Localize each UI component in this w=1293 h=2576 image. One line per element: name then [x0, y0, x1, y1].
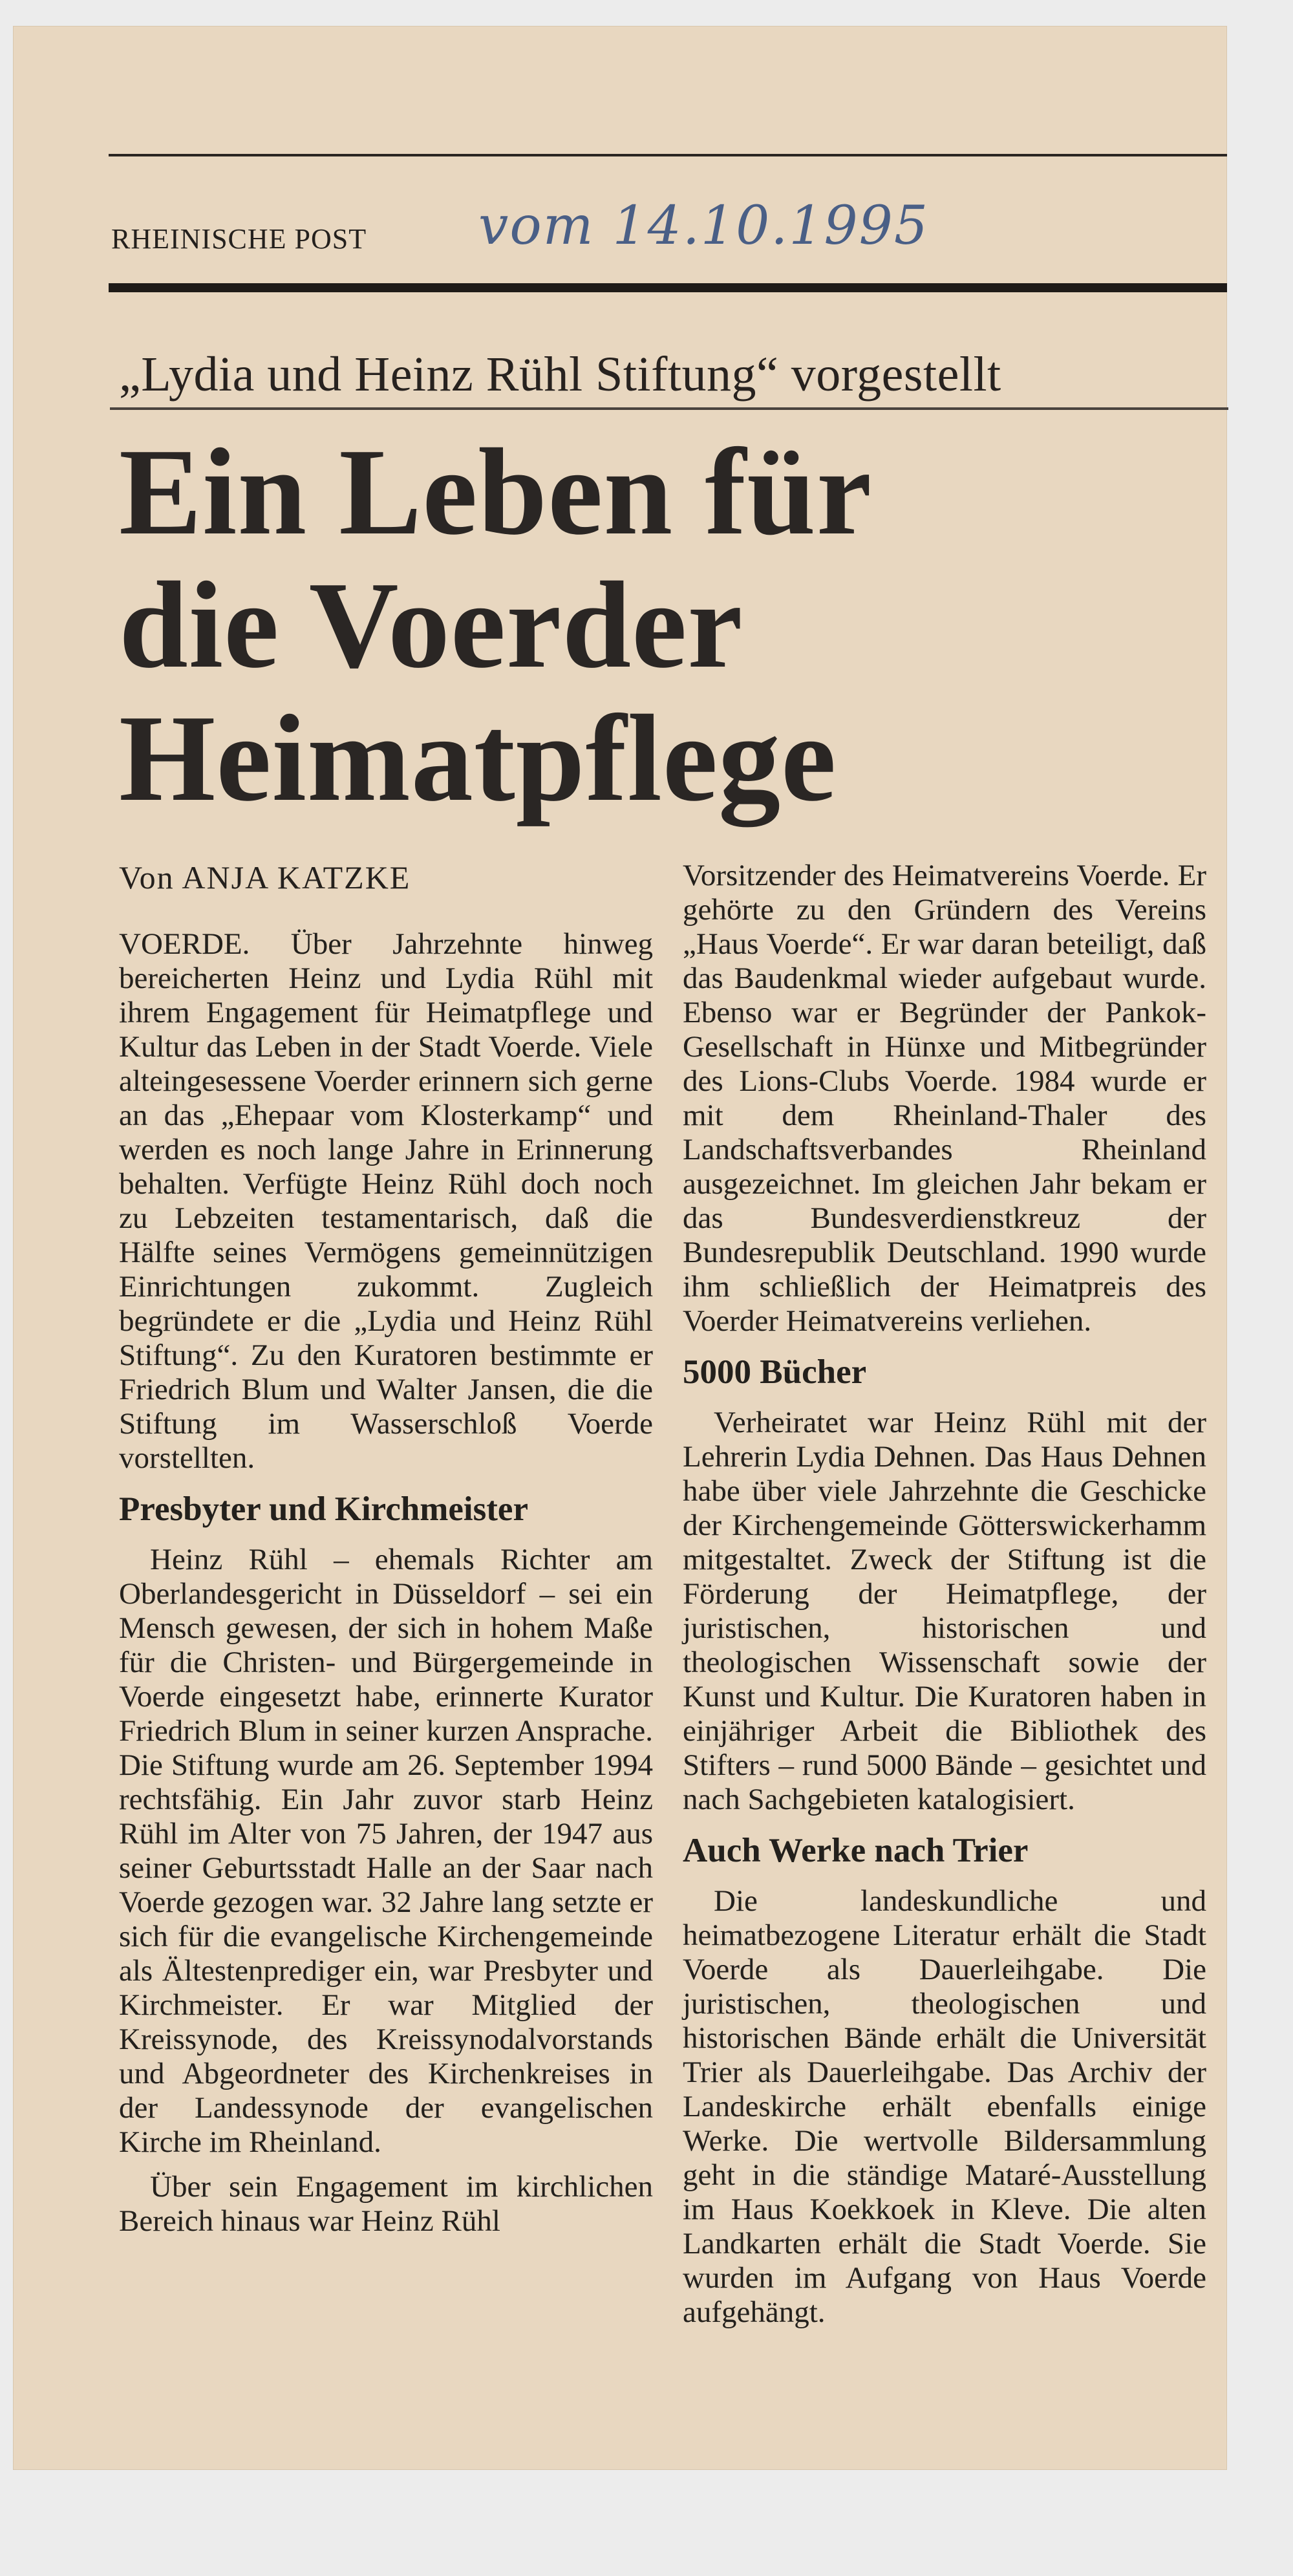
paragraph: Verheiratet war Heinz Rühl mit der Lehrerin Lydia Dehnen. Das Haus Dehnen habe über viele Jahrzehnte die Geschicke der Kirchengemeinde Götterswickerhamm mitgestaltet. Zweck der Stiftung ist die Förderung der Heimatpflege, der juristischen, historischen und theologischen Wissenschaft sowie der Kunst und Kultur. Die Kuratoren haben in einjähriger Arbeit die Bibliothek des Stifters – rund 5000 Bände – gesichtet und nach Sachgebieten katalogisiert. — [683, 1406, 1206, 1816]
paragraph: Heinz Rühl – ehemals Richter am Oberlandesgericht in Düsseldorf – sei ein Mensch gewesen, der sich in hohem Maße für die Christen- und Bürgergemeinde in Voerde eingesetzt habe, erinnerte Kurator Friedrich Blum in seiner kurzen Ansprache. Die Stiftung wurde am 26. September 1994 rechtsfähig. Ein Jahr zuvor starb Heinz Rühl im Alter von 75 Jahren, der 1947 aus seiner Geburtsstadt Halle an der Saar nach Voerde gezogen war. 32 Jahre lang setzte er sich für die evangelische Kirchengemeinde als Ältestenprediger ein, war Presbyter und Kirchmeister. Er war Mitglied der Kreissynode, des Kreissynodalvorstands und Abgeordneter des Kirchenkreises in der Landessynode der evangelischen Kirche im Rheinland. — [119, 1543, 653, 2159]
section-heading: Auch Werke nach Trier — [683, 1832, 1029, 1869]
right-column — [683, 859, 1206, 2340]
heavy-rule — [109, 283, 1227, 292]
headline-line-2: die Voerder — [119, 556, 743, 694]
headline — [119, 425, 1205, 825]
byline: Von ANJA KATZKE — [119, 859, 411, 896]
kicker-rule — [110, 407, 1228, 410]
left-column — [119, 927, 653, 2249]
handwritten-date: vom 14.10.1995 — [478, 195, 930, 257]
section-heading: Presbyter und Kirchmeister — [119, 1490, 528, 1528]
kicker: „Lydia und Heinz Rühl Stiftung“ vorgestellt — [119, 347, 1001, 402]
paragraph: VOERDE. Über Jahrzehnte hinweg bereicherten Heinz und Lydia Rühl mit ihrem Engagement für Heimatpflege und Kultur das Leben in der Stadt Voerde. Viele alteingesessene Voerder erinnern sich gerne an das „Ehepaar vom Klosterkamp“ und werden es noch lange Jahre in Erinnerung behalten. Verfügte Heinz Rühl doch noch zu Lebzeiten testamentarisch, daß die Hälfte seines Vermögens gemeinnützigen Einrichtungen zukommt. Zugleich begründete er die „Lydia und Heinz Rühl Stiftung“. Zu den Kuratoren bestimmte er Friedrich Blum und Walter Jansen, die die Stiftung im Wasserschloß Voerde vorstellten. — [119, 927, 653, 1475]
paragraph: Über sein Engagement im kirchlichen Bereich hinaus war Heinz Rühl — [119, 2170, 653, 2238]
headline-line-1: Ein Leben für — [119, 423, 873, 561]
top-rule — [109, 154, 1227, 156]
masthead: RHEINISCHE POST — [111, 223, 367, 255]
paragraph: Die landeskundliche und heimatbezogene Literatur erhält die Stadt Voerde als Dauerleihgabe. Die juristischen, theologischen und historischen Bände erhält die Universität Trier als Dauerleihgabe. Das Archiv der Landeskirche erhält ebenfalls einige Werke. Die wertvolle Bildersammlung geht in die ständige Mataré-Ausstellung im Haus Koekkoek in Kleve. Die alten Landkarten erhält die Stadt Voerde. Sie wurden im Aufgang von Haus Voerde aufgehängt. — [683, 1884, 1206, 2329]
headline-line-3: Heimatpflege — [119, 689, 837, 827]
section-heading: 5000 Bücher — [683, 1353, 867, 1391]
paragraph: Vorsitzender des Heimatvereins Voerde. Er gehörte zu den Gründern des Vereins „Haus Voerde“. Er war daran beteiligt, daß das Baudenkmal wieder aufgebaut wurde. Ebenso war er Begründer der Pankok-Gesellschaft in Hünxe und Mitbegründer des Lions-Clubs Voerde. 1984 wurde er mit dem Rheinland-Thaler des Landschaftsverbandes Rheinland ausgezeichnet. Im gleichen Jahr bekam er das Bundesverdienstkreuz der Bundesrepublik Deutschland. 1990 wurde ihm schließlich der Heimatpreis des Voerder Heimatvereins verliehen. — [683, 859, 1206, 1338]
